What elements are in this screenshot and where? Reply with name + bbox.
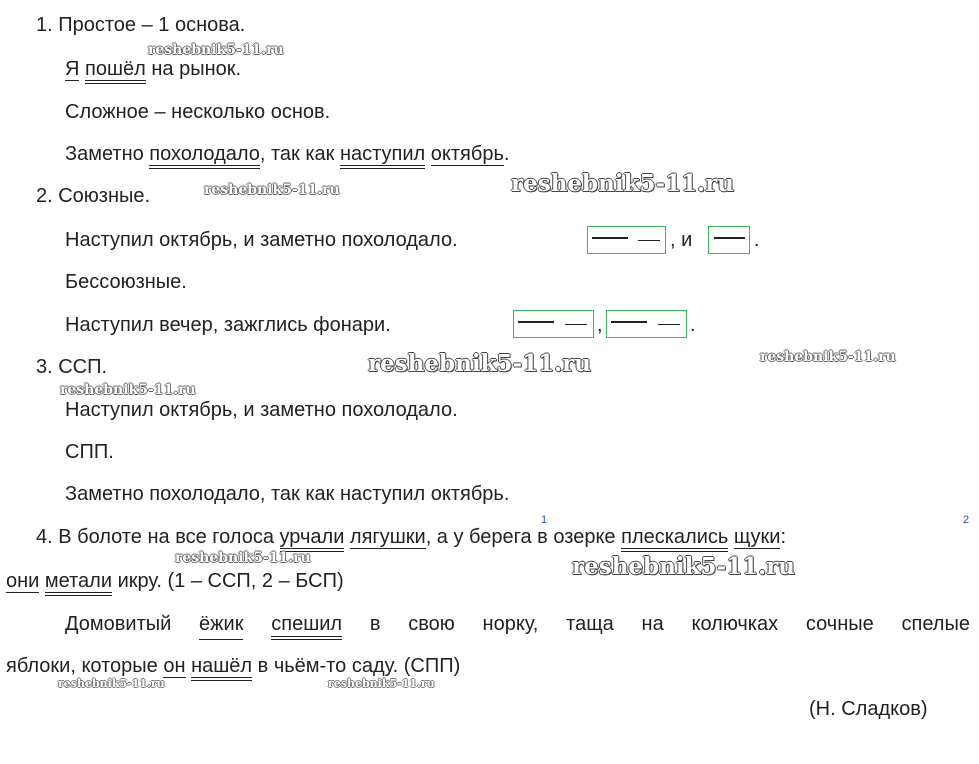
spp-example: Заметно похолодало, так как наступил октябрь.	[65, 483, 510, 505]
predicate-word: нашёл	[191, 655, 252, 681]
predicate-word: спешил	[271, 612, 342, 640]
subject-word: он	[163, 655, 186, 677]
schema-separator: , и	[670, 229, 693, 251]
watermark: reshebnik5-11.ru	[60, 382, 196, 398]
schema-box	[708, 226, 750, 254]
complex-sentence-example: Заметно похолодало, так как наступил октябрь.	[65, 142, 509, 166]
schema-end: .	[690, 314, 696, 336]
simple-sentence-example: Я пошёл на рынок.	[65, 57, 241, 81]
watermark: reshebnik5-11.ru	[760, 349, 896, 365]
union-example: Наступил октябрь, и заметно похолодало.	[65, 229, 458, 251]
watermark: reshebnik5-11.ru	[175, 550, 311, 566]
ssp-example: Наступил октябрь, и заметно похолодало.	[65, 399, 458, 421]
watermark: reshebnik5-11.ru	[368, 350, 591, 377]
subject-word: лягушки	[349, 526, 426, 548]
watermark: reshebnik5-11.ru	[328, 677, 435, 690]
subject-word: Я	[65, 58, 80, 80]
item-2-heading: 2. Союзные.	[36, 185, 151, 207]
subject-word: октябрь	[430, 143, 504, 165]
predicate-word: похолодало	[149, 143, 260, 169]
watermark: reshebnik5-11.ru	[148, 42, 284, 58]
subject-word: ёжик	[199, 612, 243, 640]
author: (Н. Сладков)	[809, 698, 928, 720]
schema-end: .	[754, 229, 760, 251]
complex-label: Сложное – несколько основ.	[65, 101, 331, 123]
subject-word: щуки	[733, 526, 781, 548]
predicate-word: метали	[45, 570, 112, 596]
schema-box	[513, 310, 594, 338]
item-1-heading: 1. Простое – 1 основа.	[36, 14, 246, 36]
clause-marker-1: 1	[541, 514, 548, 526]
watermark: reshebnik5-11.ru	[58, 677, 165, 690]
watermark: reshebnik5-11.ru	[572, 553, 795, 580]
schema-box	[606, 310, 687, 338]
schema-separator: ,	[597, 314, 603, 336]
predicate-word: пошёл	[85, 58, 146, 84]
predicate-word: урчали	[280, 526, 345, 552]
nonunion-label: Бессоюзные.	[65, 271, 187, 293]
nonunion-example: Наступил вечер, зажглись фонари.	[65, 314, 391, 336]
paragraph-2-line-2: яблоки, которые он нашёл в чьём-то саду. (СПП)	[6, 654, 460, 678]
paragraph-2-line-1: Домовитый ёжик спешил в свою норку, таща на колючках сочные спелые	[65, 612, 970, 640]
item-3-heading: 3. ССП.	[36, 356, 108, 378]
item-4-line-1: 4. В болоте на все голоса урчали лягушки, а у берега в озерке плескались щуки:	[36, 525, 786, 549]
item-4-line-2: они метали икру. (1 – ССП, 2 – БСП)	[6, 569, 344, 593]
predicate-word: плескались	[621, 526, 728, 552]
subject-word: они	[6, 570, 40, 592]
predicate-word: наступил	[340, 143, 425, 169]
clause-marker-2: 2	[963, 514, 970, 526]
watermark: reshebnik5-11.ru	[511, 170, 734, 197]
spp-label: СПП.	[65, 441, 114, 463]
watermark: reshebnik5-11.ru	[204, 182, 340, 198]
schema-box	[587, 226, 666, 254]
